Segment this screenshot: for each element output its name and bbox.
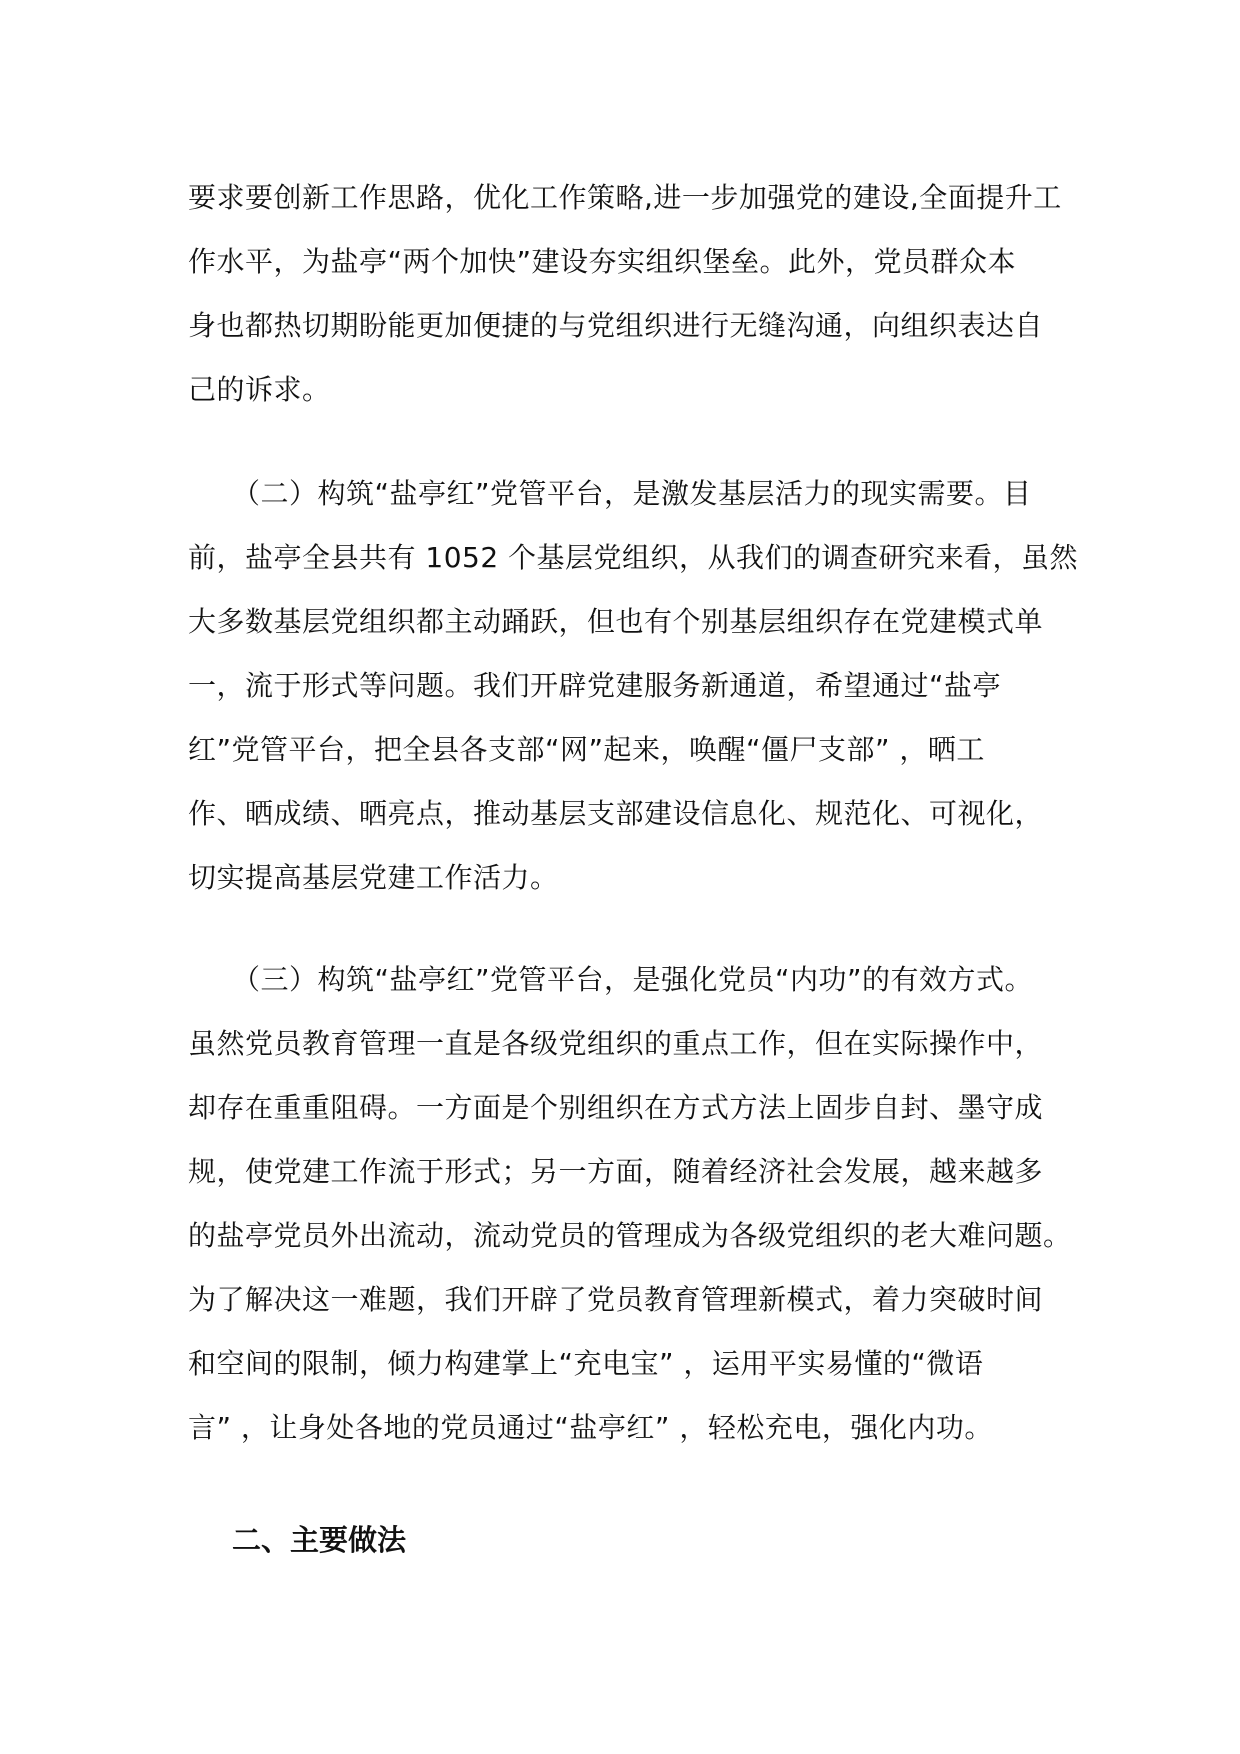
text-line: 前，盐亭全县共有 1052 个基层党组织，从我们的调查研究来看，虽然 — [188, 541, 1079, 574]
text-line: 红”党管平台，把全县各支部“网”起来，唤醒“僵尸支部” ，晒工 — [188, 733, 985, 766]
paragraph-section-three — [188, 948, 1072, 1460]
text-line: 规，使党建工作流于形式；另一方面，随着经济社会发展，越来越多 — [188, 1155, 1044, 1188]
paragraph-continuation — [188, 166, 1068, 422]
text-line: 和空间的限制，倾力构建掌上“充电宝” ，运用平实易懂的“微语 — [188, 1347, 984, 1380]
text-line: 虽然党员教育管理一直是各级党组织的重点工作，但在实际操作中， — [188, 1027, 1044, 1060]
text-line: （二）构筑“盐亭红”党管平台，是激发基层活力的现实需要。目 — [232, 477, 1032, 510]
text-line: 的盐亭党员外出流动，流动党员的管理成为各级党组织的老大难问题。 — [188, 1219, 1072, 1252]
text-line: 却存在重重阻碍。一方面是个别组织在方式方法上固步自封、墨守成 — [188, 1091, 1044, 1124]
text-line: 言” ，让身处各地的党员通过“盐亭红” ，轻松充电，强化内功。 — [188, 1411, 993, 1444]
text-line: 大多数基层党组织都主动踊跃，但也有个别基层组织存在党建模式单 — [188, 605, 1044, 638]
text-line: 为了解决这一难题，我们开辟了党员教育管理新模式，着力突破时间 — [188, 1283, 1044, 1316]
paragraph-section-two — [188, 462, 1079, 910]
text-line: 己的诉求。 — [188, 373, 331, 406]
section-heading: 二、主要做法 — [232, 1523, 407, 1557]
text-line: 身也都热切期盼能更加便捷的与党组织进行无缝沟通，向组织表达自 — [188, 309, 1044, 342]
text-line: 要求要创新工作思路，优化工作策略,进一步加强党的建设,全面提升工 — [188, 181, 1062, 214]
text-line: 作、晒成绩、晒亮点，推动基层支部建设信息化、规范化、可视化， — [188, 797, 1044, 830]
text-line: （三）构筑“盐亭红”党管平台，是强化党员“内功”的有效方式。 — [232, 963, 1034, 996]
text-line: 作水平，为盐亭“两个加快”建设夯实组织堡垒。此外，党员群众本 — [188, 245, 1017, 278]
text-line: 切实提高基层党建工作活力。 — [188, 861, 559, 894]
text-line: 一，流于形式等问题。我们开辟党建服务新通道，希望通过“盐亭 — [188, 669, 1002, 702]
